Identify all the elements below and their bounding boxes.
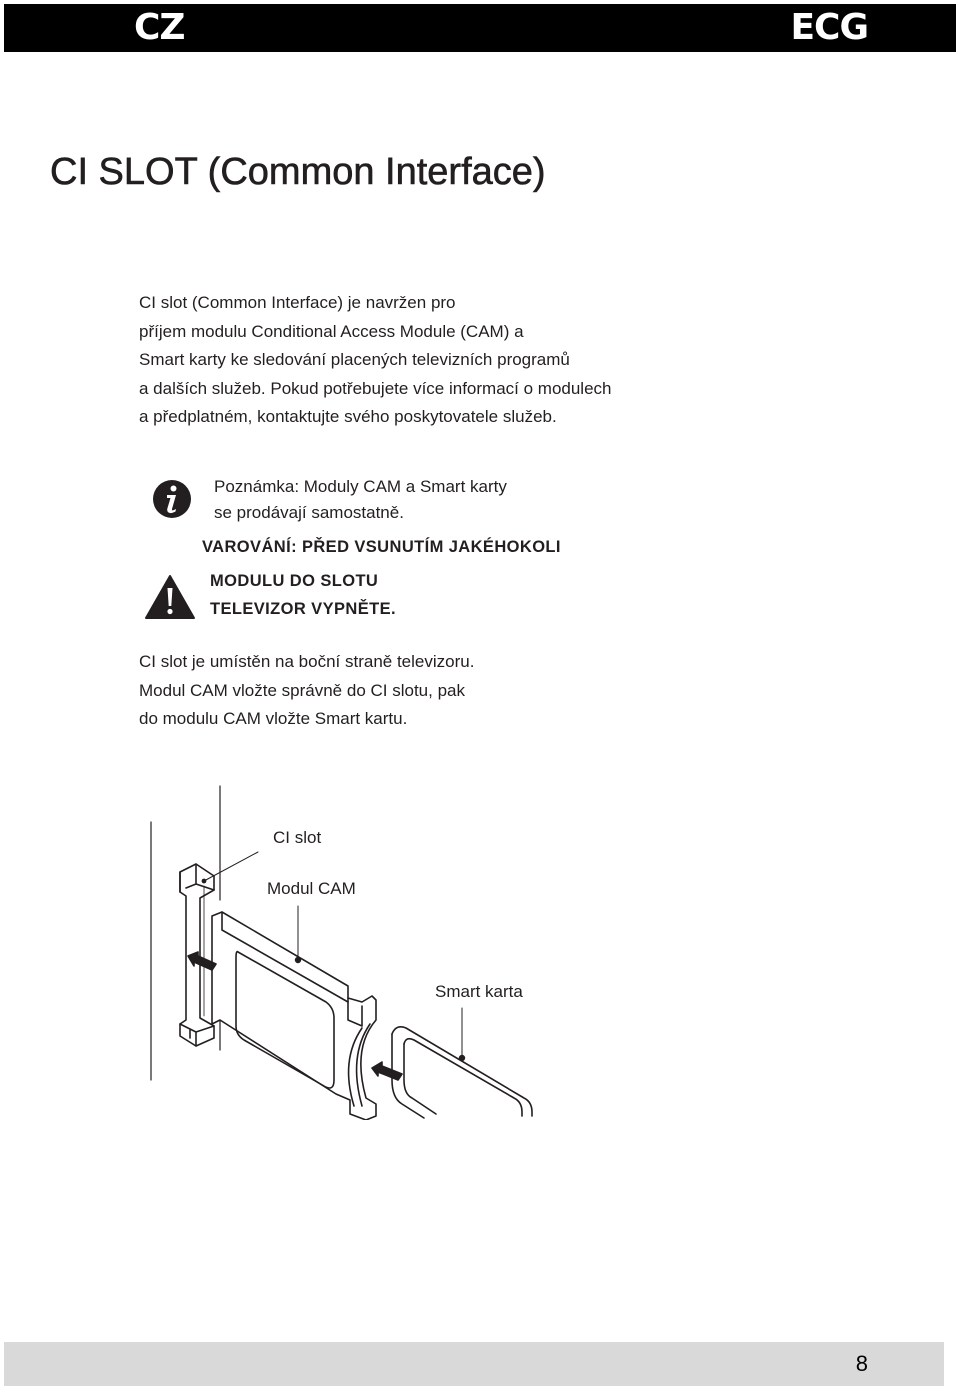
card-insert-arrow (372, 1062, 402, 1080)
header-language: CZ (134, 7, 185, 48)
cam-module-label: Modul CAM (267, 879, 356, 898)
warning-line: MODULU DO SLOTU (210, 572, 379, 590)
usage-paragraph (139, 648, 474, 734)
note-line: se prodávají samostatně. (214, 503, 404, 522)
page-number: 8 (855, 1351, 868, 1376)
warning-triangle-icon (144, 574, 196, 620)
intro-paragraph (139, 289, 699, 432)
intro-line: a dalších služeb. Pokud potřebujete více informací o modulech (139, 378, 612, 398)
note-line: Poznámka: Moduly CAM a Smart karty (214, 477, 507, 496)
usage-line: Modul CAM vložte správně do CI slotu, pak (139, 680, 465, 700)
warning-text (210, 567, 396, 623)
ci-slot-leader (204, 852, 258, 881)
warning-title: VAROVÁNÍ: PŘED VSUNUTÍM JAKÉHOKOLI (202, 538, 561, 556)
page-title: CI SLOT (Common Interface) (50, 151, 546, 193)
footer-bar (4, 1342, 944, 1386)
header-brand-logo: ECG (790, 7, 868, 48)
info-icon (152, 479, 192, 519)
warning-line: TELEVIZOR VYPNĚTE. (210, 600, 396, 618)
usage-line: CI slot je umístěn na boční straně televizoru. (139, 652, 475, 671)
ci-slot-label: CI slot (273, 828, 322, 847)
smart-card-label: Smart karta (435, 982, 523, 1001)
note-text (214, 474, 507, 526)
intro-line: příjem modulu Conditional Access Module (CAM) a (139, 321, 524, 341)
intro-line: a předplatném, kontaktujte svého poskytovatele služeb. (139, 407, 557, 426)
cam-module (212, 912, 376, 1120)
intro-line: CI slot (Common Interface) je navržen pro (139, 293, 456, 312)
ci-slot-insertion-diagram (140, 780, 560, 1120)
intro-line: Smart karty ke sledování placených televizních programů (139, 350, 570, 369)
usage-line: do modulu CAM vložte Smart kartu. (139, 709, 408, 728)
ci-slot-leader-dot (202, 879, 207, 884)
